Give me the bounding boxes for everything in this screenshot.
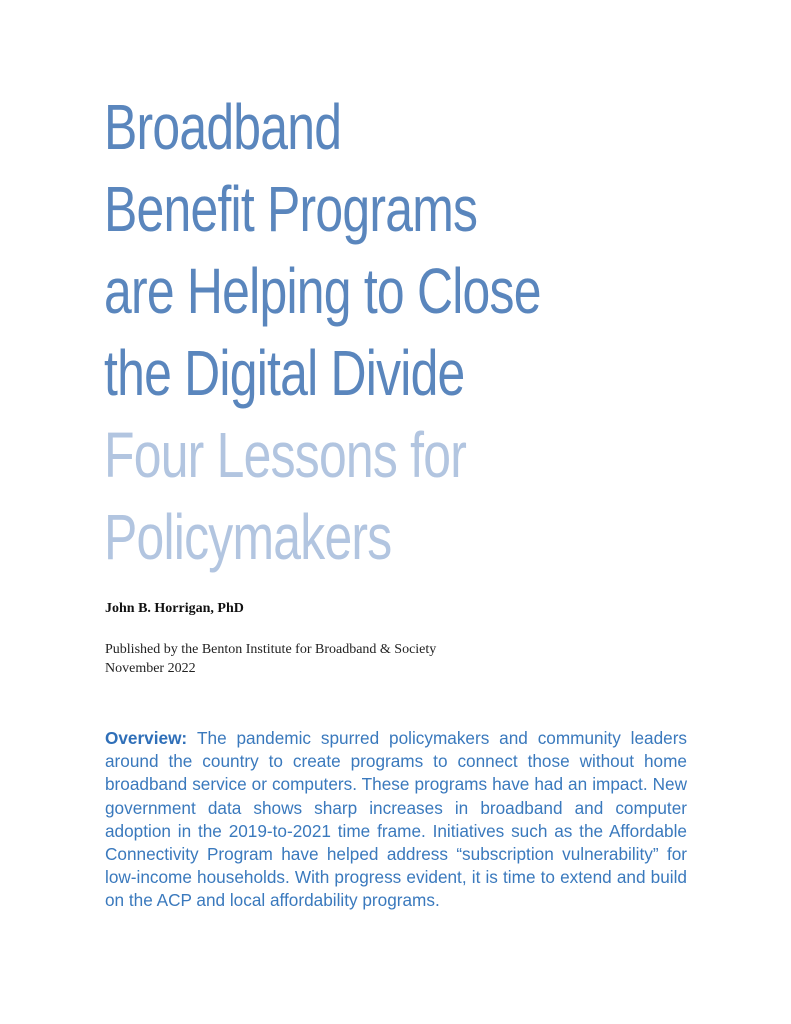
publication-info <box>105 640 436 678</box>
subtitle-line-2: Policymakers <box>104 501 392 573</box>
overview-paragraph <box>105 727 687 913</box>
title-line-1: Broadband <box>104 91 342 163</box>
title-line-2: Benefit Programs <box>104 173 478 245</box>
overview-text: The pandemic spurred policymakers and community leaders around the country to create programs to connect those without home broadband service or computers. These programs have had an impact. New government data shows sharp increases in broadband and computer adoption in the 2019-to-2021 time frame. Initiatives such as the Affordable Connectivity Program have helped address “subscription vulnerability” for low-income households. With progress evident, it is time to extend and build on the ACP and local affordability programs. <box>105 728 688 911</box>
author-name: John B. Horrigan, PhD <box>105 601 244 616</box>
title-line-3: are Helping to Close <box>104 255 541 327</box>
subtitle-line-1: Four Lessons for <box>104 419 467 491</box>
title-line-4: the Digital Divide <box>104 337 465 409</box>
publication-date: November 2022 <box>105 661 196 676</box>
publisher-line: Published by the Benton Institute for Broadband & Society <box>105 642 437 657</box>
report-title <box>104 86 764 578</box>
overview-label: Overview: <box>105 728 198 748</box>
